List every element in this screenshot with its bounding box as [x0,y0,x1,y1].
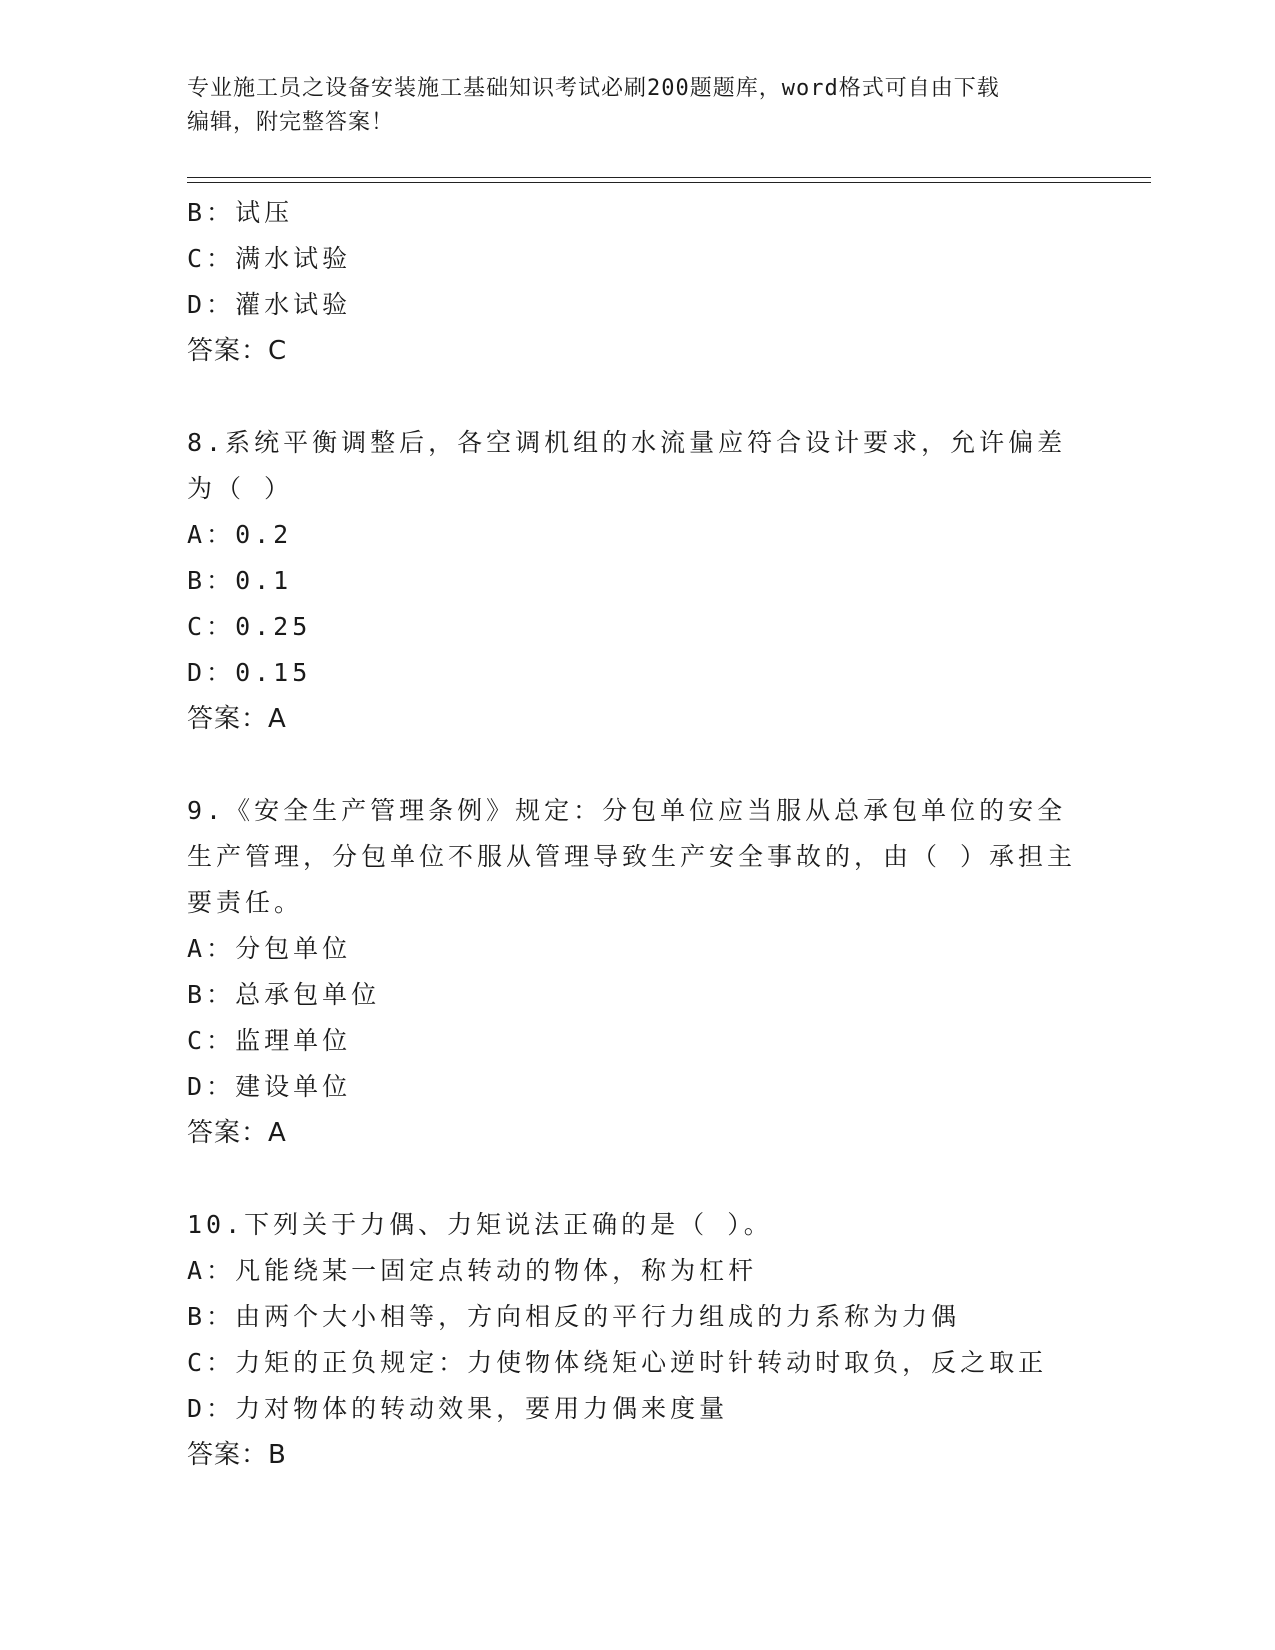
question-text-line-1: 10.下列关于力偶、力矩说法正确的是（ ）。 [187,1210,773,1239]
question-7-tail [187,190,1087,374]
answer: 答案：A [187,704,287,734]
question-9 [187,788,1087,1156]
header-line-1: 专业施工员之设备安装施工基础知识考试必刷200题题库，word格式可自由下载 [187,76,1000,101]
document-header [187,72,1087,140]
option-d: D：灌水试验 [187,290,352,319]
option-c: C：监理单位 [187,1026,352,1055]
option-b: B：试压 [187,198,294,227]
question-text-line-2: 生产管理，分包单位不服从管理导致生产安全事故的，由（ ）承担主 [187,842,1077,871]
option-c: C：0.25 [187,612,312,641]
option-d: D：建设单位 [187,1072,352,1101]
option-b: B：0.1 [187,566,293,595]
option-c: C：满水试验 [187,244,352,273]
option-a: A：分包单位 [187,934,352,963]
option-b: B：由两个大小相等，方向相反的平行力组成的力系称为力偶 [187,1302,961,1331]
header-rule-bottom [187,182,1151,183]
answer: 答案：C [187,336,288,366]
question-text-line-2: 为（ ） [187,474,294,503]
question-text-line-3: 要责任。 [187,888,304,917]
option-b: B：总承包单位 [187,980,381,1009]
header-rule-top [187,177,1151,178]
question-content [187,190,1087,1478]
answer: 答案：B [187,1440,287,1470]
option-d: D：力对物体的转动效果，要用力偶来度量 [187,1394,729,1423]
question-text-line-1: 9.《安全生产管理条例》规定：分包单位应当服从总承包单位的安全 [187,796,1067,825]
question-text-line-1: 8.系统平衡调整后，各空调机组的水流量应符合设计要求，允许偏差 [187,428,1067,457]
answer: 答案：A [187,1118,287,1148]
question-8 [187,420,1087,742]
header-line-2: 编辑，附完整答案！ [187,110,395,135]
option-a: A：0.2 [187,520,293,549]
question-10 [187,1202,1087,1478]
option-a: A：凡能绕某一固定点转动的物体，称为杠杆 [187,1256,758,1285]
option-c: C：力矩的正负规定：力使物体绕矩心逆时针转动时取负，反之取正 [187,1348,1048,1377]
option-d: D：0.15 [187,658,312,687]
